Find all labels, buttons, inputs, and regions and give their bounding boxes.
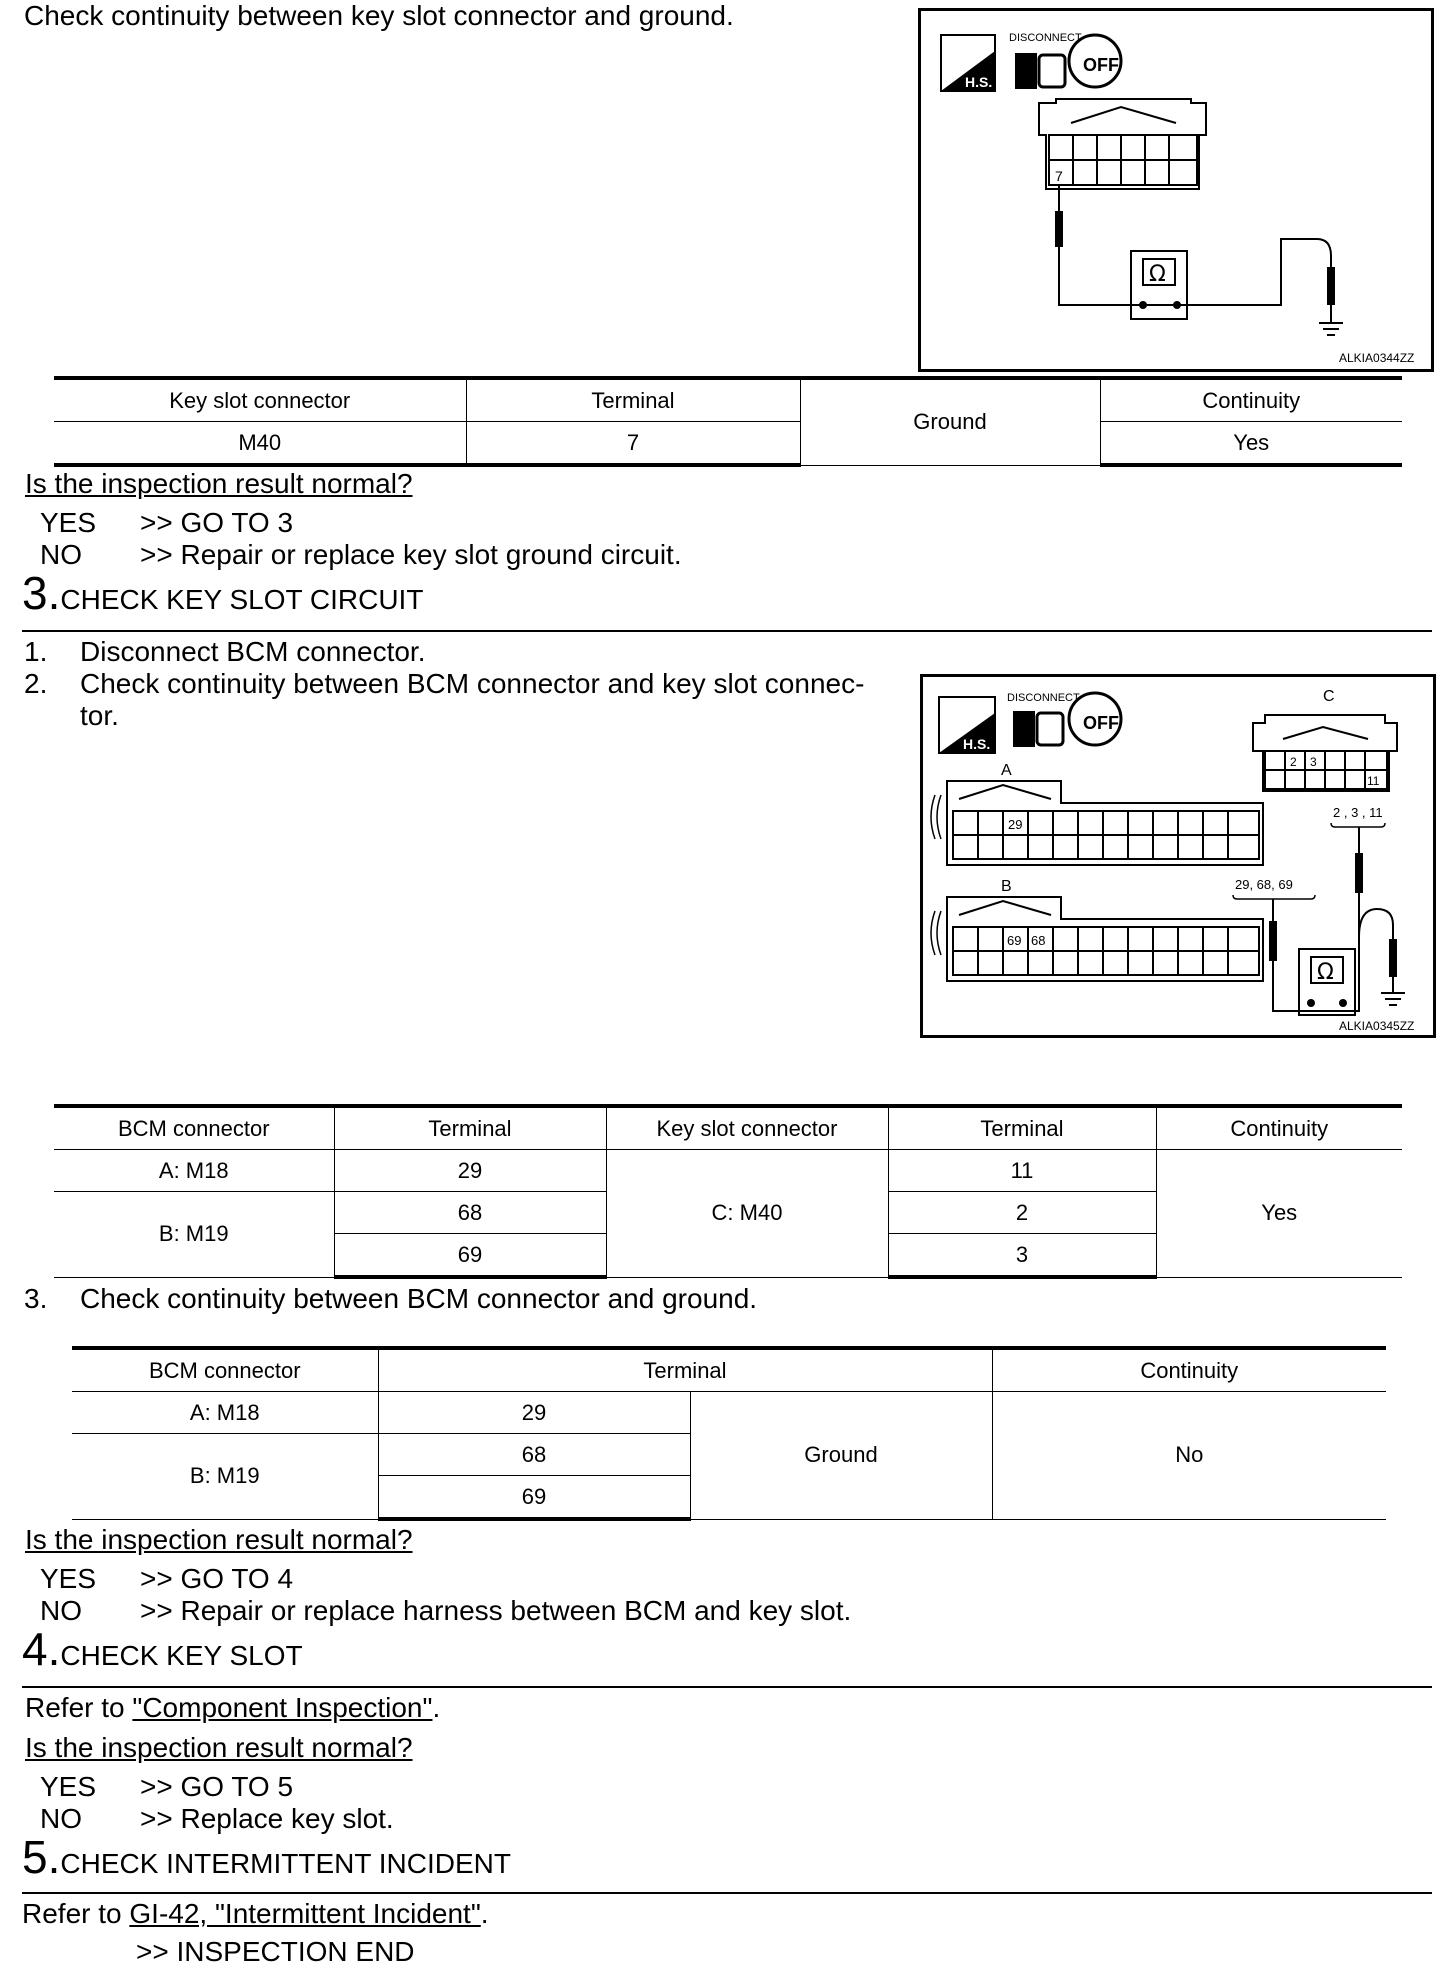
result-yes-3: YES >> GO TO 5 [40, 1771, 294, 1802]
step-3-item-3: 3. Check continuity between BCM connector and ground. [24, 1283, 758, 1314]
step-3-heading: 3.CHECK KEY SLOT CIRCUIT [22, 567, 424, 619]
connector-a-diagram [931, 781, 1263, 865]
table-cell: 3 [888, 1234, 1156, 1278]
ignition-off-icon [1069, 693, 1121, 745]
svg-text:3: 3 [1310, 755, 1317, 769]
svg-text:11: 11 [1367, 774, 1380, 788]
svg-text:29: 29 [1008, 817, 1023, 832]
result-no-2: NO >> Repair or replace harness between BCM and key slot. [40, 1595, 852, 1626]
key-slot-connector-diagram [1039, 99, 1206, 189]
table-key-slot-ground [54, 376, 1402, 467]
table-cell: A: M18 [54, 1150, 334, 1192]
table-cell: M40 [54, 422, 466, 466]
disconnect-label: DISCONNECT [1007, 692, 1080, 704]
component-inspection-link[interactable]: "Component Inspection" [132, 1692, 433, 1723]
result-yes-1: YES >> GO TO 3 [40, 507, 294, 538]
figure-bcm-key-slot [920, 674, 1436, 1038]
terminal-7-label: 7 [1055, 168, 1063, 184]
table-header: Key slot connector [606, 1106, 888, 1150]
table-bcm-key-slot [54, 1104, 1402, 1279]
disconnect-label: DISCONNECT [1009, 32, 1082, 44]
step-4-refer: Refer to "Component Inspection". [25, 1692, 441, 1723]
table-cell: 11 [888, 1150, 1156, 1192]
svg-text:2: 2 [1290, 755, 1297, 769]
divider [22, 1686, 1432, 1688]
intermittent-incident-link[interactable]: GI-42, "Intermittent Incident" [129, 1898, 481, 1929]
table-cell: 29 [378, 1392, 690, 1434]
question-3: Is the inspection result normal? [25, 1732, 413, 1763]
svg-text:68: 68 [1031, 933, 1046, 948]
table-cell: 2 [888, 1192, 1156, 1234]
divider [22, 1892, 1432, 1894]
figure-key-slot-ground [918, 8, 1434, 372]
step-3-item-2-cont: tor. [80, 700, 119, 731]
table-cell: C: M40 [606, 1150, 888, 1278]
table-header: Terminal [466, 378, 800, 422]
table-header: Terminal [378, 1348, 992, 1392]
table-cell: No [992, 1392, 1386, 1520]
table-header: Continuity [1156, 1106, 1402, 1150]
table-bcm-ground [72, 1346, 1386, 1521]
table-cell: B: M19 [54, 1192, 334, 1278]
table-cell: 29 [334, 1150, 606, 1192]
table-header: BCM connector [54, 1106, 334, 1150]
table-cell: 68 [378, 1434, 690, 1476]
connector-c-label: C [1323, 688, 1335, 705]
lead-c-label: 2 , 3 , 11 [1333, 805, 1383, 820]
table-cell: 68 [334, 1192, 606, 1234]
table-header: BCM connector [72, 1348, 378, 1392]
result-no-1: NO >> Repair or replace key slot ground circuit. [40, 539, 682, 570]
table-header: Terminal [888, 1106, 1156, 1150]
table-cell: 69 [378, 1476, 690, 1520]
table-cell-ground: Ground [690, 1392, 992, 1520]
divider [22, 630, 1432, 632]
step-3-item-2: 2. Check continuity between BCM connector and key slot connec- [24, 668, 865, 699]
svg-text:Ω: Ω [1317, 960, 1334, 985]
connector-b-diagram [931, 897, 1263, 981]
off-label: OFF [1083, 55, 1119, 75]
ignition-off-icon [1069, 35, 1121, 87]
question-1: Is the inspection result normal? [25, 468, 413, 499]
step-3-item-1: 1. Disconnect BCM connector. [24, 636, 426, 667]
svg-text:69: 69 [1007, 933, 1022, 948]
table-header: Continuity [992, 1348, 1386, 1392]
table-cell-ground: Ground [800, 378, 1100, 465]
svg-text:OFF: OFF [1083, 713, 1119, 733]
ohm-symbol: Ω [1149, 262, 1166, 287]
figure-code: ALKIA0344ZZ [1339, 351, 1415, 365]
connector-b-label: B [1001, 878, 1012, 895]
table-cell: B: M19 [72, 1434, 378, 1520]
svg-text:H.S.: H.S. [963, 736, 991, 752]
table-cell: Yes [1100, 422, 1402, 466]
step-5-refer: Refer to GI-42, "Intermittent Incident". [22, 1898, 489, 1929]
ohmmeter-icon [1131, 251, 1187, 319]
question-2: Is the inspection result normal? [25, 1524, 413, 1555]
table-cell: Yes [1156, 1150, 1402, 1278]
inspection-end: >> INSPECTION END [136, 1936, 415, 1967]
connector-a-label: A [1001, 762, 1012, 779]
intro-text: Check continuity between key slot connector and ground. [24, 0, 734, 31]
table-cell: 69 [334, 1234, 606, 1278]
table-header: Key slot connector [54, 378, 466, 422]
table-header: Terminal [334, 1106, 606, 1150]
ohmmeter-icon [1299, 949, 1355, 1015]
hs-label: H.S. [965, 74, 993, 90]
hs-icon [941, 35, 995, 91]
lead-ab-label: 29, 68, 69 [1235, 877, 1293, 892]
result-no-3: NO >> Replace key slot. [40, 1803, 394, 1834]
step-4-heading: 4.CHECK KEY SLOT [22, 1623, 303, 1675]
step-5-heading: 5.CHECK INTERMITTENT INCIDENT [22, 1831, 511, 1883]
connector-disconnect-icon [1015, 53, 1065, 89]
connector-c-diagram [1253, 715, 1397, 791]
table-header: Continuity [1100, 378, 1402, 422]
table-cell: A: M18 [72, 1392, 378, 1434]
hs-icon [939, 697, 995, 753]
table-cell: 7 [466, 422, 800, 466]
probe-wiring [1055, 185, 1343, 335]
result-yes-2: YES >> GO TO 4 [40, 1563, 294, 1594]
figure-code: ALKIA0345ZZ [1339, 1019, 1415, 1033]
connector-disconnect-icon [1013, 711, 1063, 747]
